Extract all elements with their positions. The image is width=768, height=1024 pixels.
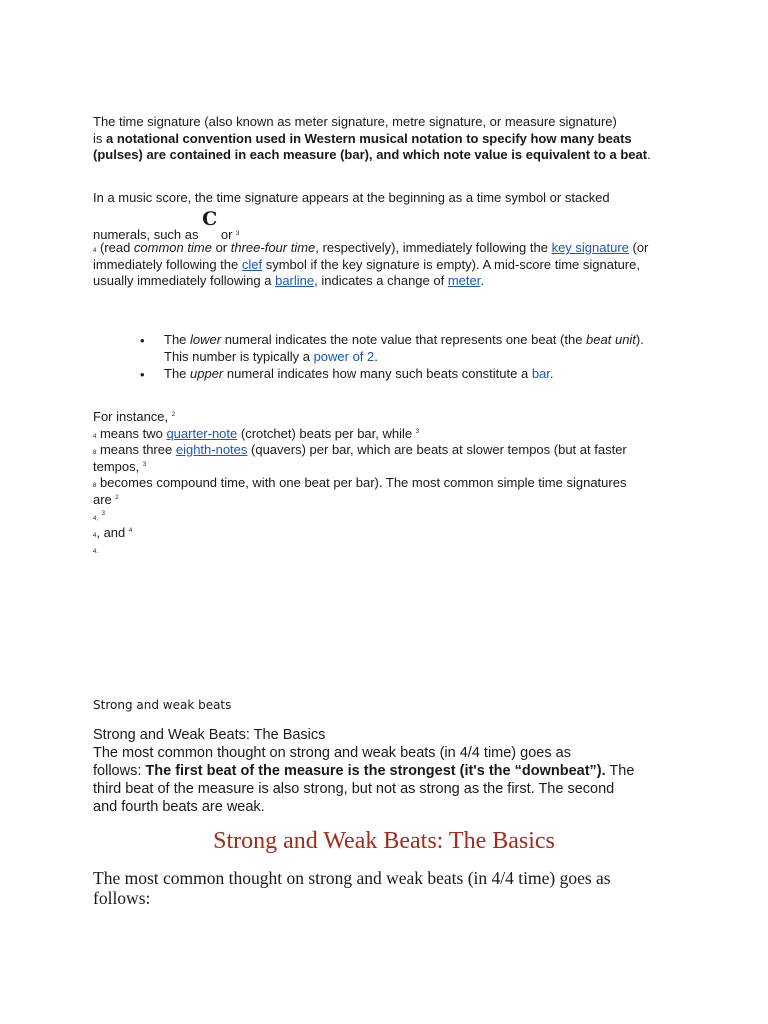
score-paragraph bbox=[93, 190, 683, 207]
score-line-1: In a music score, the time signature appears at the beginning as a time symbol or stacked bbox=[93, 190, 610, 205]
section-b-body: The most common thought on strong and weak beats (in 4/4 time) goes as follows: bbox=[93, 868, 611, 908]
key-signature-link[interactable]: key signature bbox=[551, 240, 629, 255]
intro-paragraph bbox=[93, 114, 678, 164]
quarter-note-link[interactable]: quarter-note bbox=[166, 425, 238, 441]
power-of-2-link[interactable]: power of 2 bbox=[313, 348, 375, 364]
intro-definition-bold: a notational convention used in Western musical notation to specify how many beats (pulses) are contained in each measure (bar), and which note value is equivalent to a beat bbox=[93, 130, 648, 162]
bullet-upper: The upper numeral indicates how many such beats constitute a bar. bbox=[164, 366, 554, 381]
intro-line-1: The time signature (also known as meter signature, metre signature, or measure signature) bbox=[93, 114, 617, 129]
eighth-notes-link[interactable]: eighth-notes bbox=[175, 442, 248, 457]
intro-body: is a notational convention used in Western musical notation to specify how many beats (pulses) are contained in each measure (bar), and which note value is equivalent to a beat. bbox=[93, 130, 651, 162]
section-b-title: Strong and Weak Beats: The Basics bbox=[213, 828, 555, 854]
bullet-dot: • bbox=[140, 333, 145, 348]
bullet-lower: The lower numeral indicates the note value that represents one beat (the beat unit). This number is typically a power of 2. bbox=[164, 332, 644, 364]
score-paragraph-cont bbox=[93, 240, 688, 290]
small-heading: Strong and weak beats bbox=[93, 698, 232, 712]
clef-link[interactable]: clef bbox=[241, 256, 263, 272]
downbeat-bold: The first beat of the measure is the strongest (it's the “downbeat”). bbox=[145, 763, 606, 779]
numerals-line: numerals, such as C or $_3$ bbox=[93, 208, 240, 242]
meter-link[interactable]: meter bbox=[447, 273, 481, 288]
score-line-barline: usually immediately following a barline, indicates a change of meter. bbox=[93, 273, 484, 288]
bar-link[interactable]: bar bbox=[531, 366, 550, 381]
instance-paragraph: For instance, $^2$ 4 means two quarter-note (crotchet) beats per bar, while $^3$ 8 means three eighth-notes (quavers) per bar, which are beats at slower tempos (but at faster tempos, $^3$ 8 becomes compound time, with one beat per bar). The most common simple time signatures are $^2$ 4, $^3$ 4, and $^4$ 4. bbox=[93, 409, 627, 555]
section-a-title: Strong and Weak Beats: The Basics bbox=[93, 727, 326, 743]
time-sig-3-upper: 3 bbox=[236, 231, 240, 237]
score-line-clef: immediately following the clef symbol if the key signature is empty). A mid-score time signature, bbox=[93, 256, 640, 272]
score-line-read: 4 (read common time or three-four time, respectively), immediately following the key signature (or bbox=[93, 240, 649, 255]
common-time-icon: C bbox=[202, 208, 218, 230]
bullet-dot: • bbox=[140, 367, 145, 382]
section-a: Strong and Weak Beats: The Basics The most common thought on strong and weak beats (in 4/4 time) goes as follows: The first beat of the measure is the strongest (it's the “downbeat”). The third beat of the measure is also strong, but not as strong as the first. The second and fourth beats are weak. bbox=[93, 726, 683, 816]
barline-link[interactable]: barline bbox=[275, 273, 315, 288]
